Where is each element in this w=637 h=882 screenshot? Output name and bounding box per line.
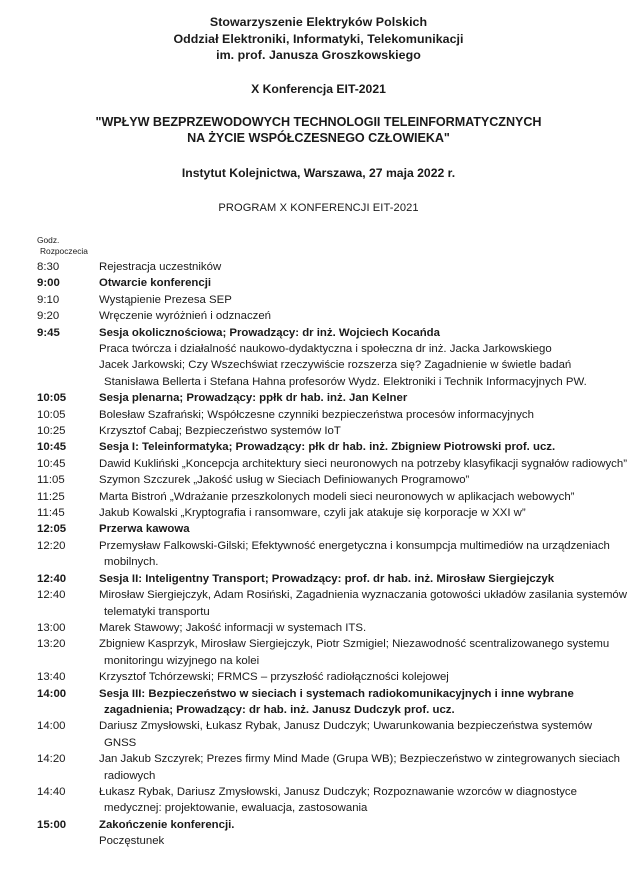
schedule-row-description: Zbigniew Kasprzyk, Mirosław Siergiejczyk, Piotr Szmigiel; Niezawodność scentralizowanego systemu monitoringu wizyjnego na kolei: [99, 638, 610, 667]
organization-line-1: Stowarzyszenie Elektryków Polskich: [209, 15, 428, 29]
schedule-row-time: 12:40: [37, 572, 67, 585]
schedule-row-time: 9:00: [37, 277, 60, 290]
conference-title: [0, 114, 637, 147]
schedule-row-time: 13:00: [37, 621, 66, 634]
schedule-row-description: Zakończenie konferencji.: [99, 818, 235, 831]
schedule-row-description: Łukasz Rybak, Dariusz Zmysłowski, Janusz Dudczyk; Rozpoznawanie wzorców w diagnostyce medycznej: projektowanie, ewaluacja, zastosowania: [99, 785, 577, 815]
time-column-header-line-1: Godz.: [37, 234, 60, 245]
schedule-row-description: Sesja II: Inteligentny Transport; Prowadzący: prof. dr hab. inż. Mirosław Siergiejczyk: [99, 572, 555, 585]
venue-and-date: Instytut Kolejnictwa, Warszawa, 27 maja 2022 r.: [181, 165, 456, 180]
schedule-row-time: 9:45: [37, 326, 60, 339]
conference-title-line-1: "WPŁYW BEZPRZEWODOWYCH TECHNOLOGII TELEINFORMATYCZNYCH: [95, 114, 542, 129]
schedule-row-time: 8:30: [37, 260, 60, 273]
schedule-row-description: Przemysław Falkowski-Gilski; Efektywność energetyczna i konsumpcja multimediów na urządzeniach mobilnych.: [99, 539, 610, 569]
time-column-header-line-2: Rozpoczecia: [40, 246, 88, 257]
schedule-row: [37, 784, 627, 817]
schedule-row-description: Rejestracja uczestników: [99, 260, 222, 273]
schedule-row-description: Krzysztof Tchórzewski; FRMCS – przyszłość radiołączności kolejowej: [99, 671, 449, 684]
schedule-row-description: Dariusz Zmysłowski, Łukasz Rybak, Janusz Dudczyk; Uwarunkowania bezpieczeństwa systemów GNSS: [99, 720, 593, 749]
schedule-row: [37, 259, 627, 275]
schedule-row-time: 11:45: [37, 507, 65, 520]
schedule-row-time: 13:20: [37, 638, 66, 651]
schedule-row-description: Sesja I: Teleinformatyka; Prowadzący: płk dr hab. inż. Zbigniew Piotrowski prof. ucz.: [99, 441, 556, 454]
schedule-row: [37, 571, 627, 587]
schedule-row: [37, 407, 627, 423]
schedule-row-description: Dawid Kukliński „Koncepcja architektury sieci neuronowych na potrzeby klasyfikacji sygnałów radiowych”: [99, 457, 627, 470]
organization-line-3: im. prof. Janusza Groszkowskiego: [216, 48, 421, 63]
schedule-row: [37, 325, 627, 341]
schedule-row: [37, 341, 627, 357]
schedule-row-description: Sesja III: Bezpieczeństwo w sieciach i systemach radiokomunikacyjnych i inne wybrane zagadnienia; Prowadzący: dr hab. inż. Janusz Dudczyk prof. ucz.: [99, 687, 574, 716]
schedule-row-description: Jakub Kowalski „Kryptografia i ransomware, czyli jak atakuje się korporacje w XXI w”: [99, 507, 526, 520]
schedule-row-time: 12:05: [37, 523, 67, 536]
schedule-row-description: Bolesław Szafrański; Współczesne czynniki bezpieczeństwa procesów informacyjnych: [99, 408, 534, 421]
schedule-row-time: 11:05: [37, 474, 65, 487]
schedule-row-description: Mirosław Siergiejczyk, Adam Rosiński, Zagadnienia wyznaczania gotowości układów zasilania systemów telematyki transportu: [99, 589, 627, 618]
schedule-row: [37, 521, 627, 537]
organization-line-2: Oddział Elektroniki, Informatyki, Telekomunikacji: [173, 31, 464, 46]
schedule-row: [37, 636, 627, 669]
document-header: [0, 0, 637, 216]
schedule-row-description: Wystąpienie Prezesa SEP: [99, 293, 232, 306]
schedule-row-time: 9:10: [37, 293, 60, 306]
schedule-row-description: Jacek Jarkowski; Czy Wszechświat rzeczywiście rozszerza się? Zagadnienie w świetle badań Stanisława Bellerta i Stefana Hahna profesorów Wydz. Elektroniki i Technik Informacyjnych PW.: [99, 359, 587, 388]
schedule-row: [37, 456, 627, 472]
schedule-row: [37, 505, 627, 521]
schedule-row: [37, 439, 627, 455]
schedule-row: [37, 489, 627, 505]
schedule-row: [37, 817, 627, 833]
schedule-row-time: 9:20: [37, 310, 60, 323]
schedule-row: [37, 620, 627, 636]
schedule-row: [37, 357, 627, 390]
schedule-row-time: 14:00: [37, 687, 67, 700]
schedule-row-time: 14:20: [37, 753, 66, 766]
schedule-row-time: 12:40: [37, 589, 66, 602]
schedule-row-time: 15:00: [37, 818, 67, 831]
schedule-row: [37, 669, 627, 685]
schedule-row-description: Otwarcie konferencji: [99, 277, 212, 290]
schedule-row-description: Szymon Szczurek „Jakość usług w Sieciach Definiowanych Programowo”: [99, 474, 470, 487]
schedule-row: [37, 718, 627, 751]
schedule-row-time: 13:40: [37, 671, 66, 684]
schedule-row: [37, 390, 627, 406]
schedule-row-description: Przerwa kawowa: [99, 523, 190, 536]
schedule-row: [37, 275, 627, 291]
schedule-row-description: Jan Jakub Szczyrek; Prezes firmy Mind Made (Grupa WB); Bezpieczeństwo w zintegrowanych sieciach radiowych: [99, 753, 620, 782]
schedule-row-description: Wręczenie wyróżnień i odznaczeń: [99, 310, 271, 323]
schedule-row-time: 10:05: [37, 392, 67, 405]
schedule-row-time: 12:20: [37, 539, 66, 552]
schedule-row: [37, 423, 627, 439]
schedule-row: [37, 587, 627, 620]
schedule-row-description: Sesja okolicznościowa; Prowadzący: dr inż. Wojciech Kocańda: [99, 326, 440, 339]
schedule-row-time: 14:00: [37, 720, 66, 733]
schedule-row-time: 11:25: [37, 490, 65, 503]
time-column-header: [0, 235, 637, 258]
schedule-row: [37, 472, 627, 488]
schedule-row-description: Marta Bistroń „Wdrażanie przeszkolonych modeli sieci neuronowych w aplikacjach webowych”: [99, 490, 575, 503]
conference-title-line-2: NA ŻYCIE WSPÓŁCZESNEGO CZŁOWIEKA": [187, 131, 450, 146]
schedule-row: [37, 292, 627, 308]
schedule-row-description: Krzysztof Cabaj; Bezpieczeństwo systemów IoT: [99, 425, 341, 438]
schedule-row-time: 10:05: [37, 408, 66, 421]
schedule-row-time: 10:45: [37, 441, 67, 454]
schedule-row-time: 14:40: [37, 785, 66, 798]
schedule-row: [37, 751, 627, 784]
schedule-row-description: Praca twórcza i działalność naukowo-dydaktyczna i społeczna dr inż. Jacka Jarkowskiego: [99, 343, 552, 355]
schedule-row-time: 10:45: [37, 457, 66, 470]
schedule-row: [37, 538, 627, 571]
schedule-table: [0, 259, 637, 850]
schedule-row-description: Marek Stawowy; Jakość informacji w systemach ITS.: [99, 621, 367, 634]
schedule-row: [37, 308, 627, 324]
schedule-row-description: Sesja plenarna; Prowadzący: ppłk dr hab. inż. Jan Kelner: [99, 392, 408, 405]
conference-name: X Konferencja EIT-2021: [251, 81, 386, 96]
program-heading: PROGRAM X KONFERENCJI EIT-2021: [218, 201, 419, 214]
schedule-row: [37, 833, 627, 849]
schedule-row-description: Poczęstunek: [99, 835, 165, 848]
schedule-row-time: 10:25: [37, 425, 66, 438]
schedule-row: [37, 686, 627, 719]
